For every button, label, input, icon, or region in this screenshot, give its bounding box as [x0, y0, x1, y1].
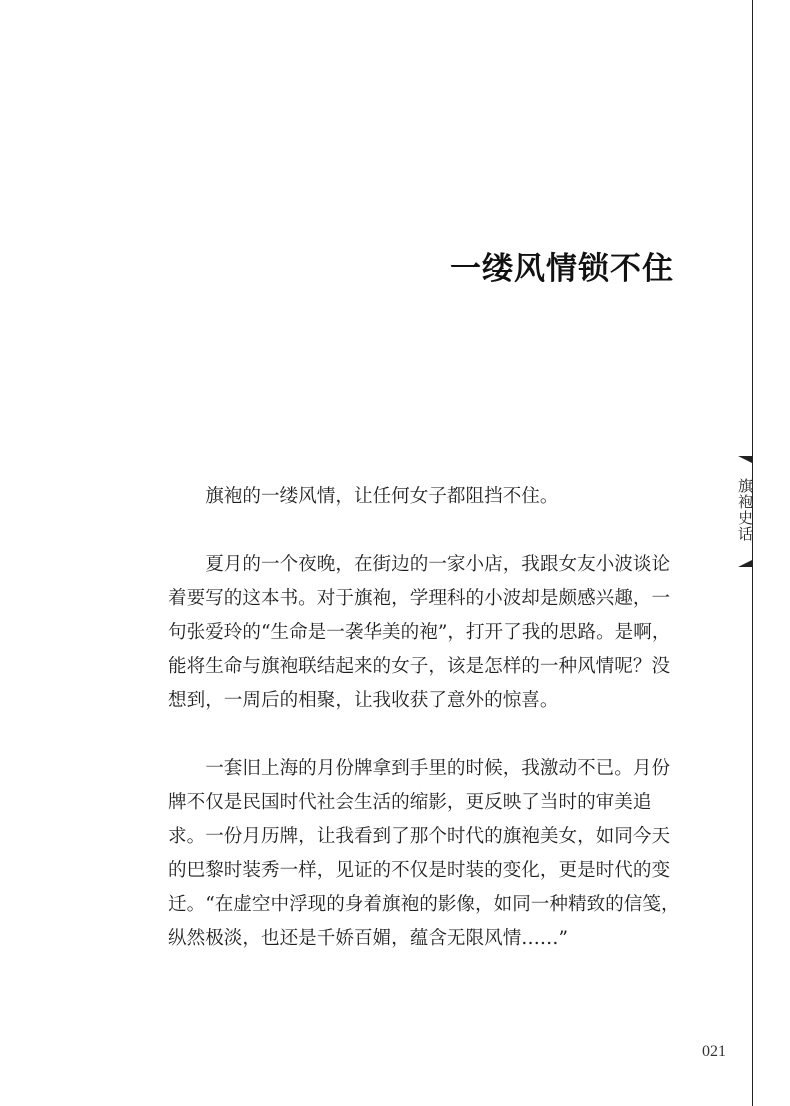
margin-marker-top — [738, 456, 752, 463]
margin-rule — [752, 0, 753, 1106]
paragraph-2: 夏月的一个夜晚，在街边的一家小店，我跟女友小波谈论着要写的这本书。对于旗袍，学理科的小波却是颇感兴趣，一句张爱玲的“生命是一袭华美的袍”，打开了我的思路。是啊，能将生命与旗袍联结起来的女子，该是怎样的一种风情呢？没想到，一周后的相聚，让我收获了意外的惊喜。 — [168, 554, 671, 711]
page-number: 021 — [702, 1043, 726, 1060]
paragraph-3: 一套旧上海的月份牌拿到手里的时候，我激动不已。月份牌不仅是民国时代社会生活的缩影，更反映了当时的审美追求。一份月历牌，让我看到了那个时代的旗袍美女，如同今天的巴黎时装秀一样，见证的不仅是时装的变化，更是时代的变迁。“在虚空中浮现的身着旗袍的影像，如同一种精致的信笺，纵然极淡，也还是千娇百媚，蕴含无限风情……” — [168, 758, 680, 949]
chapter-title: 一缕风情锁不住 — [450, 250, 674, 287]
paragraph-1: 旗袍的一缕风情，让任何女子都阻挡不住。 — [205, 486, 559, 507]
body-text — [168, 480, 688, 990]
running-head: 旗袍史话 — [736, 478, 754, 542]
margin-marker-bottom — [738, 560, 752, 567]
